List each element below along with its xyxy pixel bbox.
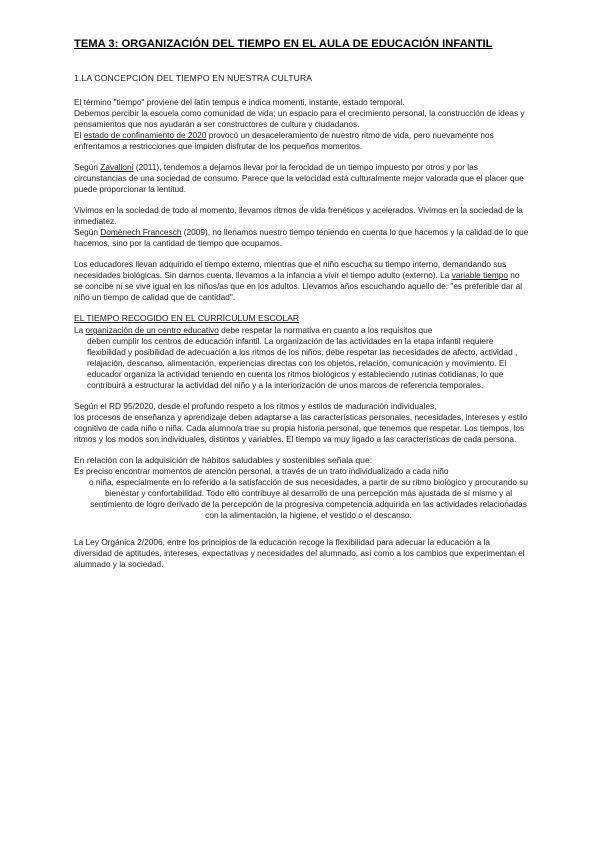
text-run: (2011), tendemos a dejarnos llevar por la ferocidad de un tiempo impuesto por otros y por las circunstancias de una sociedad de consumo. Parece que la velocidad está culturalmente mejor valorada que el placer que puede proporcionar la lentitud. [74, 162, 524, 194]
text-run: (2009), no llenamos nuestro tiempo teniendo en cuenta lo que hacemos y la calidad de lo que hacemos, sino por la cantidad de tiempo que ocupamos. [74, 227, 529, 248]
paragraph-line [74, 227, 530, 249]
paragraph-line: Debemos percibir la escuela como comunidad de vida; un espacio para el crecimiento personal, la construcción de ideas y pensamientos que nos ayudarán a ser constructores de cultura y ciudadanos. [74, 108, 525, 129]
underlined-term: Zavalloni [100, 162, 134, 172]
section-heading-curriculum: EL TIEMPO RECOGIDO EN EL CURRÍCULUM ESCOLAR [74, 313, 300, 323]
underlined-term: Domènech Francesch [100, 227, 182, 237]
text-run: Según [74, 162, 101, 172]
paragraph-ley-organica: La Ley Orgánica 2/2006, entre los principios de la educación recoge la flexibilidad para adecuar la educación a la diversidad de aptitudes, intereses, expectativas y necesidades del alumnado, así como a los cambios que experimentan el alumnado y la sociedad. [74, 537, 525, 569]
paragraph-line: Es preciso encontrar momentos de atención personal, a través de un trato individualizado a cada niño [74, 466, 449, 476]
text-run: Según [74, 227, 101, 237]
paragraph-line [74, 325, 530, 336]
paragraph-educadores [74, 259, 530, 303]
paragraph-habitos [74, 455, 530, 521]
text-run: debe respetar la normativa en cuanto a los requisitos que [218, 325, 433, 335]
paragraph-zavalloni [74, 162, 530, 195]
paragraph-intro: En relación con la adquisición de hábitos saludables y sostenibles señala que: [74, 455, 373, 465]
underlined-term: variable tiempo [451, 270, 508, 280]
section-heading-concepcion: 1.LA CONCEPCIÓN DEL TIEMPO EN NUESTRA CULTURA [74, 73, 313, 83]
paragraph-tiempo-origen [74, 97, 530, 152]
paragraph-inmediatez [74, 205, 530, 249]
document-body [74, 38, 530, 580]
text-run: no se concibe ni se vive igual en los niños/as que en los adultos. Llevamos años escuchando aquello de: "es preferible dar al niño un tiempo de calidad que de cantidad". [74, 270, 523, 302]
paragraph-line: El término "tiempo" proviene del latín tempus e indica momenti, instante, estado temporal. [74, 97, 405, 107]
paragraph-line [74, 130, 530, 152]
paragraph-indented-body: deben cumplir los centros de educación infantil. La organización de las actividades en la etapa infantil requiere flexibilidad y posibilidad de adecuación a los ritmos de los niños, debe respetar las necesidades de afecto, actividad , relajación, descanso, alimentación, experiencias directas con los objetos, relación, comunicación y movimiento. El educador organiza la actividad teniendo en cuenta los ritmos biológicos y estableciendo rutinas cotidianas, lo que contribuirá a estructurar la actividad del niño y a la interiorización de unos marcos de referencia temporales. [87, 336, 518, 390]
underlined-term: organización de un centro educativo [85, 325, 219, 335]
paragraph-line: Según el RD 95/2020, desde el profundo respeto a los ritmos y estilos de maduración individuales, [74, 401, 437, 411]
underlined-term: estado de confinamiento de 2020 [83, 130, 207, 140]
text-run: La [74, 325, 86, 335]
paragraph-centered-body: o niña, especialmente en lo referido a la satisfacción de sus necesidades, a partir de su ritmo biológico y procurando su bienestar y confortabilidad. Todo ello contribuye al desarrollo de una percepción más ajustada de sí mismo y al sentimiento de logro derivado de la percepción de la progresiva competencia adquirida en las actividades relacionadas con la alimentación, la higiene, el vestido o el descanso. [88, 477, 529, 520]
paragraph-organizacion [74, 325, 530, 391]
text-run: El [74, 130, 84, 140]
page-title: TEMA 3: ORGANIZACIÓN DEL TIEMPO EN EL AULA DE EDUCACIÓN INFANTIL [74, 38, 493, 50]
paragraph-line: Vivimos en la sociedad de todo al momento, llevamos ritmos de vida frenéticos y acelerados. Vivimos en la sociedad de la inmediatez. [74, 205, 523, 226]
paragraph-body: los procesos de enseñanza y aprendizaje deben adaptarse a las características personales, necesidades, intereses y estilo cognitivo de cada niño o niña. Cada alumno/a trae su propia historia personal, que tenemos que respetar. Los tiempos, los ritmos y los modos son individuales, distintos y variables. El tiempo va muy ligado a las características de cada persona. [74, 412, 528, 444]
text-run: Los educadores llevan adquirido el tiempo externo, mientras que el niño escucha su tiempo interno, demandando sus necesidades biológicas. Sin darnos cuenta, llevamos a la infancia a vivir el tiempo adulto (externo). La [74, 259, 507, 280]
text-run: provocó un desaceleramiento de nuestro ritmo de vida, pero nuevamente nos enfrentamos a restricciones que impiden disfrutar de los pequeños momentos. [74, 130, 494, 151]
paragraph-rd-95-2020 [74, 401, 530, 445]
